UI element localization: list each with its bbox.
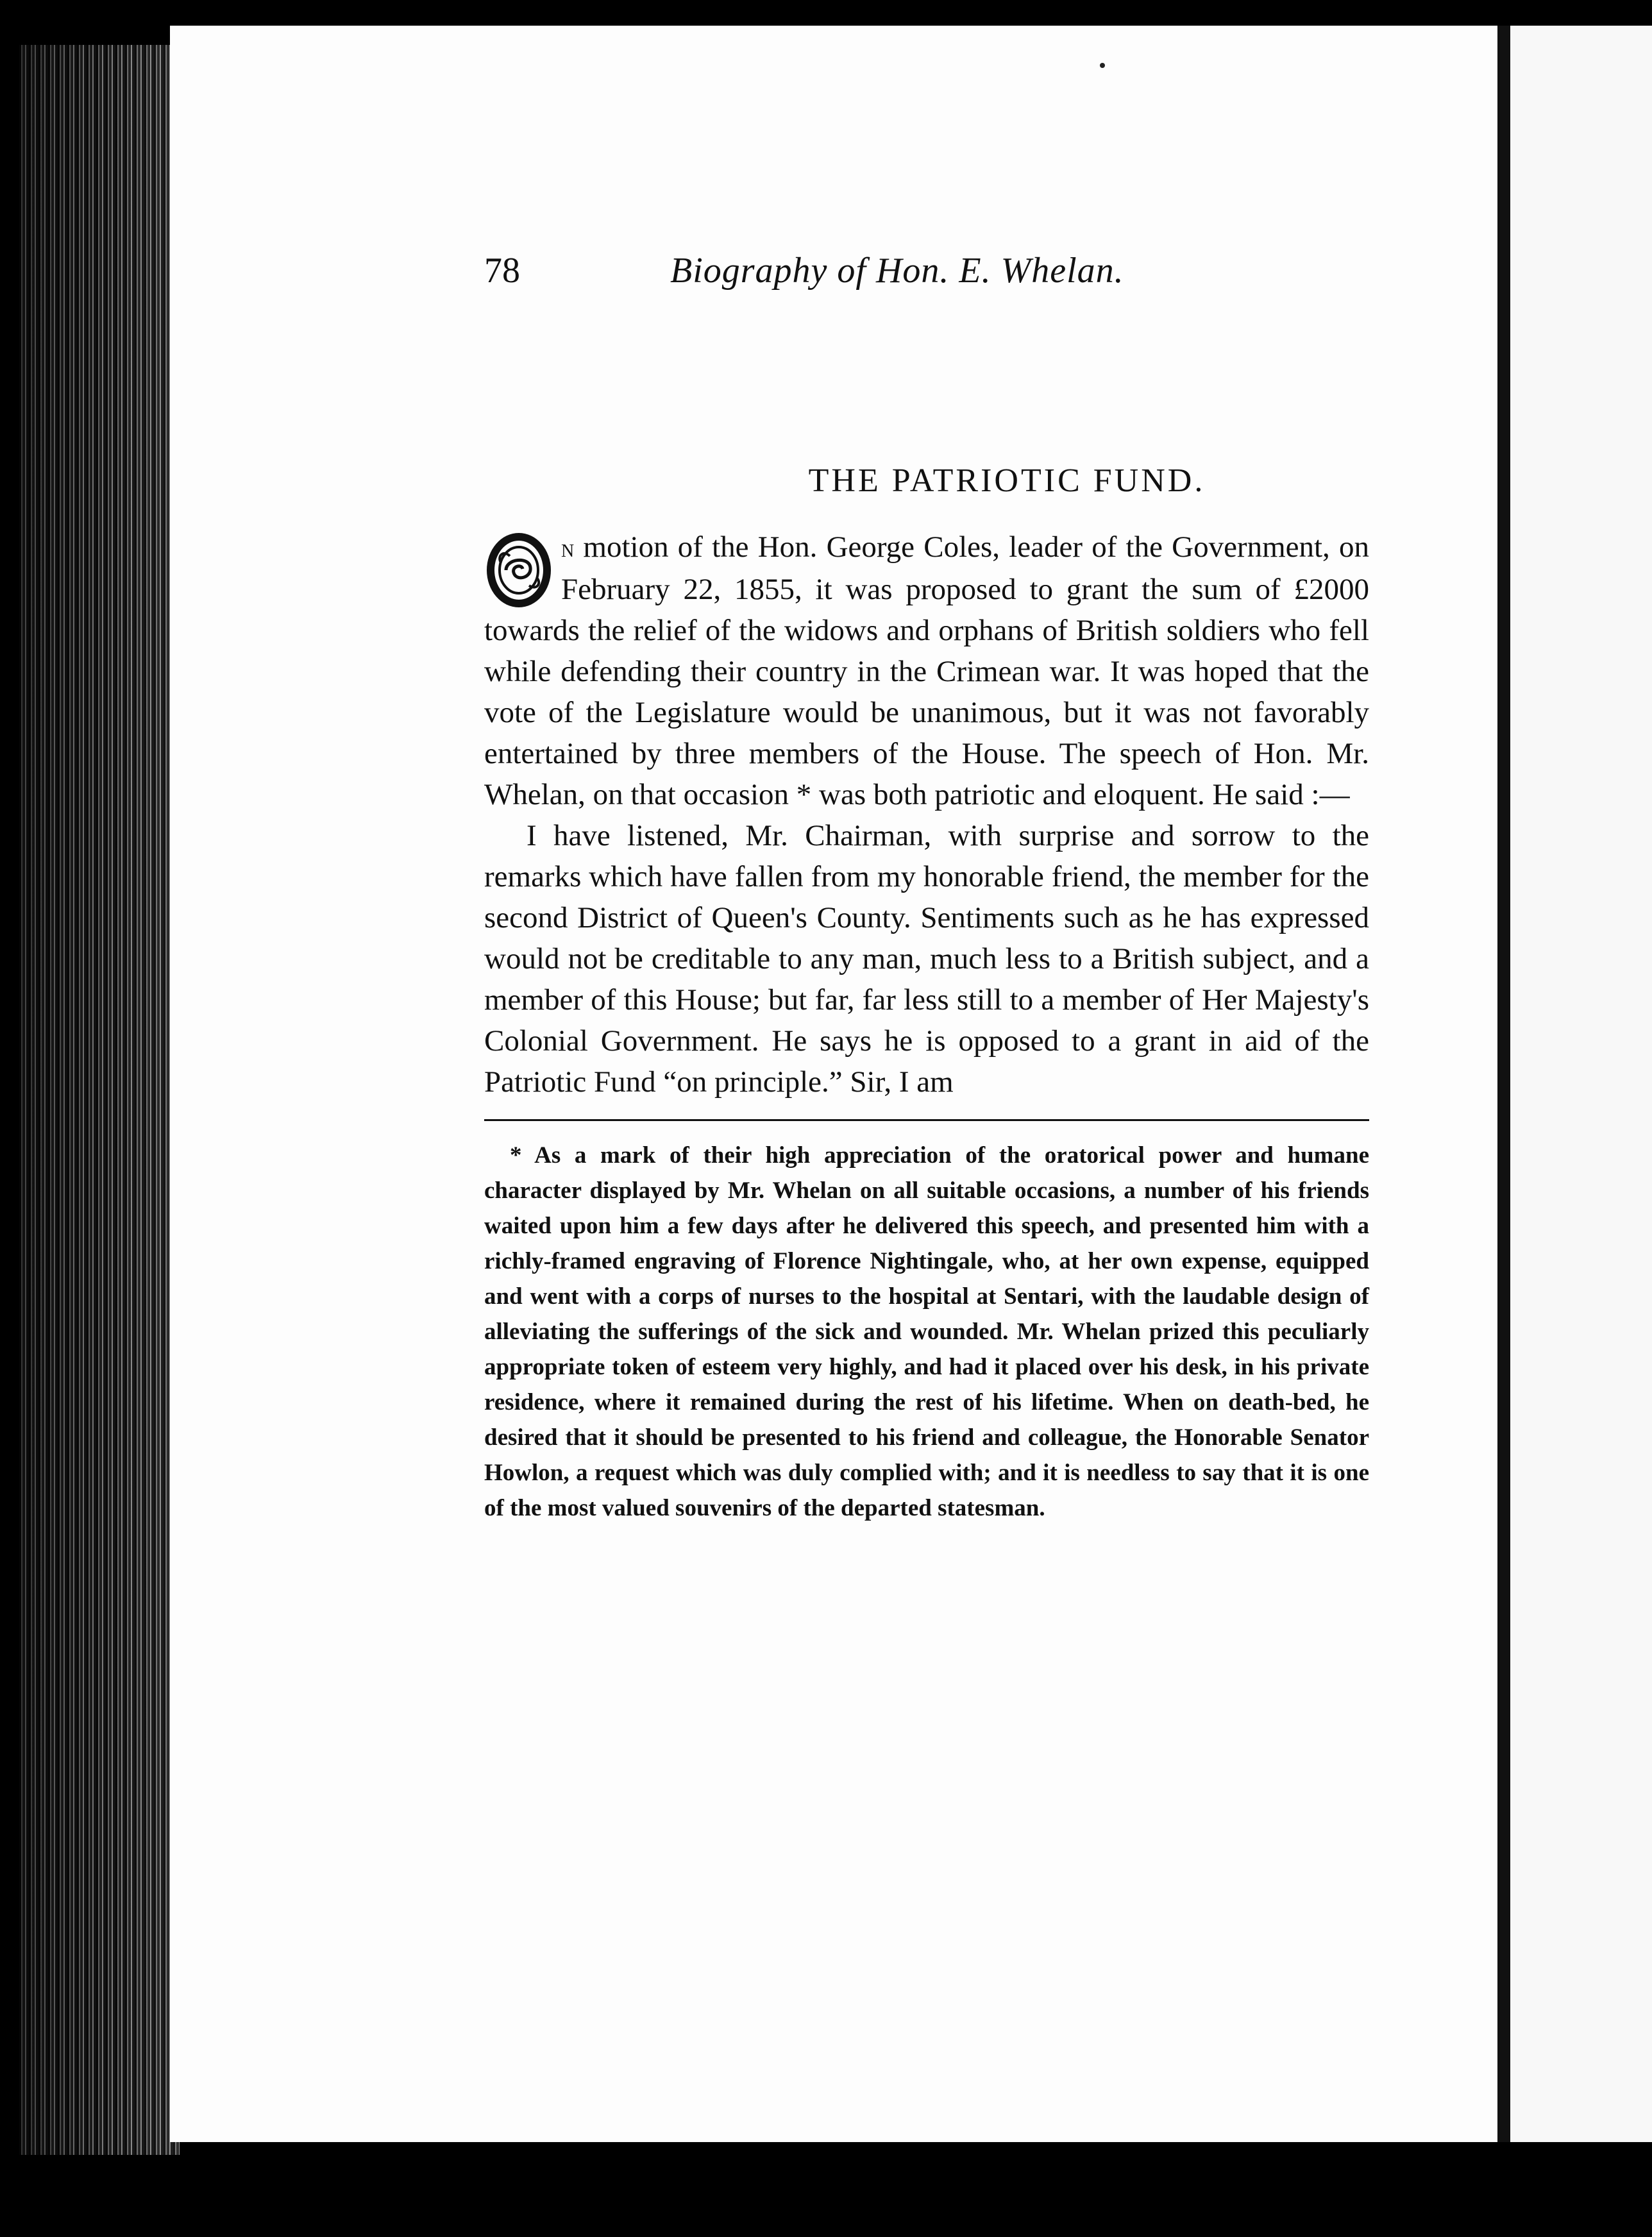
running-title: Biography of Hon. E. Whelan. bbox=[670, 251, 1124, 291]
paragraph-2: I have listened, Mr. Chairman, with surprise and sorrow to the remarks which have fallen from my honorable friend, the member for the second District of Queen's County. Sentiments such as he has expressed would not be creditable to any man, much less to a British subject, and a member of this House; but far, far less still to a member of Her Majesty's Colonial Government. He says he is opposed to a grant in aid of the Patriotic Fund “on principle.” Sir, I am bbox=[484, 819, 1369, 1099]
ornamental-drop-cap-icon bbox=[484, 530, 553, 610]
footnote bbox=[484, 1138, 1369, 1526]
section-title: THE PATRIOTIC FUND. bbox=[808, 462, 1206, 499]
footnote-rule bbox=[484, 1119, 1369, 1121]
paragraph-1 bbox=[484, 527, 1369, 815]
body-text bbox=[484, 527, 1369, 1102]
smallcap-text: n bbox=[561, 534, 575, 562]
book-fore-edge bbox=[19, 45, 180, 2155]
page-gutter-shadow bbox=[1497, 26, 1510, 2142]
footnote-marker: * bbox=[510, 1142, 522, 1169]
facing-page-edge bbox=[1510, 26, 1652, 2142]
page-number: 78 bbox=[484, 251, 520, 291]
page-content bbox=[484, 237, 1369, 1526]
running-head bbox=[484, 237, 1369, 308]
paragraph-1-text: motion of the Hon. George Coles, leader of the Government, on February 22, 1855, it was proposed to grant the sum of £2000 towards the relief of the widows and orphans of British soldiers who fell while defending their country in the Crimean war. It was hoped that the vote of the Legislature would be unanimous, but it was not favorably entertained by three members of the House. The speech of Hon. Mr. Whelan, on that occasion * was both patriotic and eloquent. He said :— bbox=[484, 530, 1369, 811]
scan-speck bbox=[1100, 63, 1105, 68]
footnote-text: As a mark of their high appreciation of the oratorical power and humane character displayed by Mr. Whelan on all suitable occasions, a number of his friends waited upon him a few days after he delivered this speech, and presented him with a richly-framed engraving of Florence Nightingale, who, at her own expense, equipped and went with a corps of nurses to the hospital at Sentari, with the laudable design of alleviating the sufferings of the sick and wounded. Mr. Whelan prized this peculiarly appropriate token of esteem very highly, and had it placed over his desk, in his private residence, where it remained during the rest of his lifetime. When on death-bed, he desired that it should be presented to his friend and colleague, the Honorable Senator Howlon, a request which was duly complied with; and it is needless to say that it is one of the most valued souvenirs of the departed statesman. bbox=[484, 1142, 1369, 1521]
